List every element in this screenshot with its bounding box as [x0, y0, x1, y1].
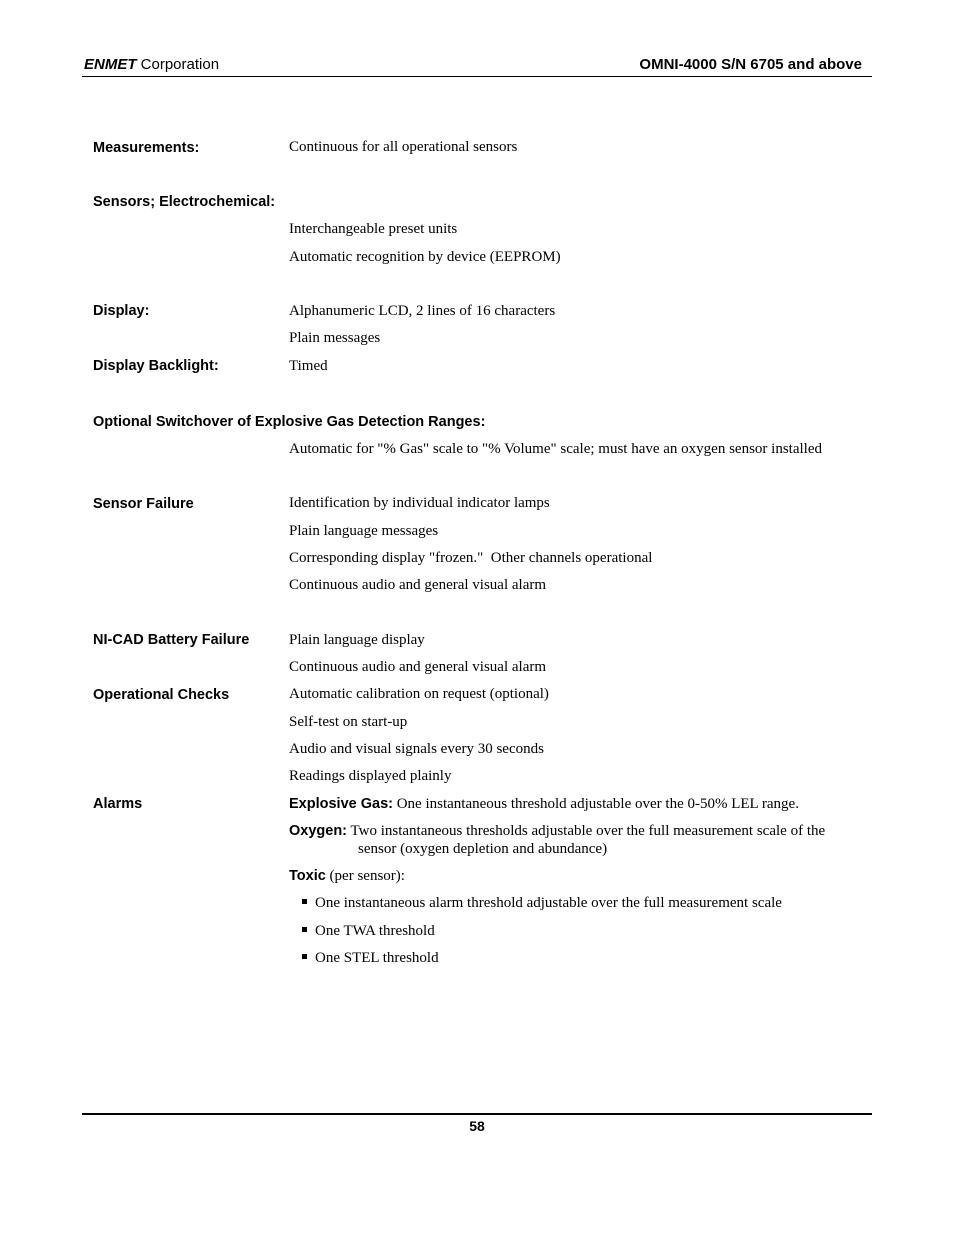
toxic-value: (per sensor): [325, 868, 405, 884]
sensor-failure-value: Corresponding display "frozen." Other channels operational [289, 550, 653, 566]
bullet-square-icon [302, 899, 307, 904]
explosive-gas-value: One instantaneous threshold adjustable over the 0-50% LEL range. [392, 796, 799, 812]
switchover-label: Optional Switchover of Explosive Gas Detection Ranges: [93, 414, 486, 430]
company-name-bold: ENMET [84, 56, 137, 73]
alarms-label: Alarms [93, 796, 143, 812]
toxic-bullet-text: One instantaneous alarm threshold adjustable over the full measurement scale [315, 895, 782, 911]
oxygen-label: Oxygen: [289, 823, 348, 839]
sensors-value: Interchangeable preset units [289, 221, 458, 237]
explosive-gas-line [289, 796, 799, 813]
explosive-gas-label: Explosive Gas: [289, 796, 393, 812]
toxic-line [289, 868, 405, 885]
battery-label: NI-CAD Battery Failure [93, 632, 250, 648]
footer-rule [82, 1113, 872, 1115]
list-item [302, 895, 782, 912]
measurements-value: Continuous for all operational sensors [289, 139, 518, 155]
oxygen-value-continued: sensor (oxygen depletion and abundance) [358, 841, 608, 857]
header-rule [82, 76, 872, 77]
header-model: OMNI-4000 S/N 6705 and above [639, 56, 862, 73]
backlight-value: Timed [289, 358, 328, 374]
toxic-bullet-text: One STEL threshold [315, 950, 439, 966]
checks-value: Self-test on start-up [289, 714, 408, 730]
header-company [84, 56, 219, 73]
checks-value: Audio and visual signals every 30 seconds [289, 741, 544, 757]
backlight-label: Display Backlight: [93, 358, 219, 374]
checks-value: Readings displayed plainly [289, 768, 452, 784]
toxic-label: Toxic [289, 868, 326, 884]
toxic-bullet-text: One TWA threshold [315, 923, 435, 939]
company-name-rest: Corporation [136, 56, 220, 73]
bullet-square-icon [302, 927, 307, 932]
page-header [84, 56, 872, 76]
bullet-square-icon [302, 954, 307, 959]
sensors-value: Automatic recognition by device (EEPROM) [289, 249, 561, 265]
oxygen-value: Two instantaneous thresholds adjustable over the full measurement scale of the [347, 823, 826, 839]
sensor-failure-value: Continuous audio and general visual alarm [289, 577, 547, 593]
page-number: 58 [469, 1118, 485, 1134]
checks-value: Automatic calibration on request (optional) [289, 686, 549, 702]
checks-label: Operational Checks [93, 687, 230, 703]
sensor-failure-value: Identification by individual indicator lamps [289, 495, 550, 511]
sensors-label: Sensors; Electrochemical: [93, 194, 276, 210]
measurements-label: Measurements: [93, 140, 200, 156]
display-value: Plain messages [289, 330, 381, 346]
battery-value: Plain language display [289, 632, 425, 648]
oxygen-line [289, 823, 825, 840]
list-item [302, 950, 439, 967]
sensor-failure-label: Sensor Failure [93, 496, 194, 512]
battery-value: Continuous audio and general visual alarm [289, 659, 547, 675]
list-item [302, 923, 435, 940]
display-value: Alphanumeric LCD, 2 lines of 16 characters [289, 303, 556, 319]
switchover-value: Automatic for "% Gas" scale to "% Volume" scale; must have an oxygen sensor installed [289, 441, 822, 457]
display-label: Display: [93, 303, 150, 319]
sensor-failure-value: Plain language messages [289, 523, 439, 539]
